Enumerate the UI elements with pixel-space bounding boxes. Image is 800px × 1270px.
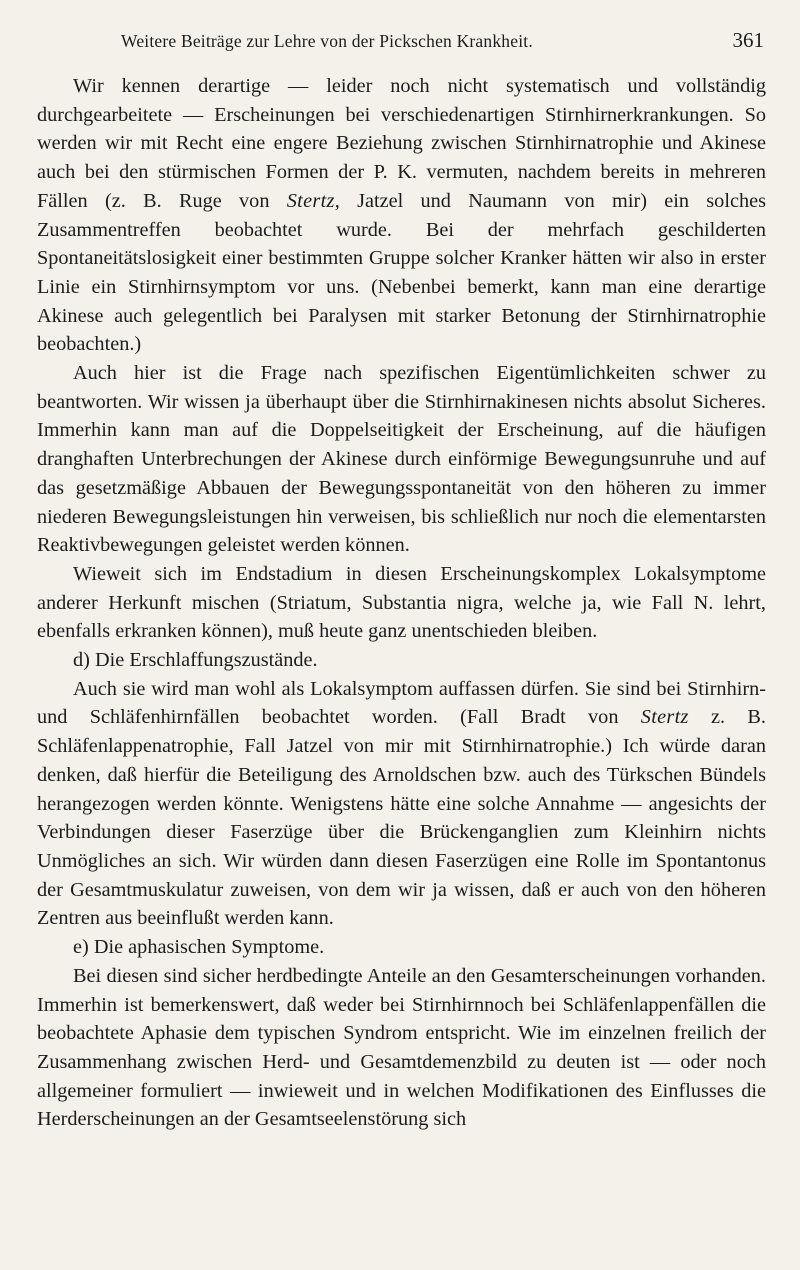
section-heading-d: d) Die Erschlaffungszustände. bbox=[73, 649, 318, 672]
paragraph-1-part-a: Wir kennen derartige — leider noch nicht systematisch und vollständig durchgearbeitete — Erscheinungen bei verschiedenartigen Stirnhirnerkrankungen. So werden wir mit Recht eine engere Beziehung zwischen Stirnhirnatrophie und Akinese auch bei den stürmischen Formen der P. K. vermuten, nachdem bereits in mehreren Fällen (z. B. Ruge von bbox=[37, 75, 766, 212]
running-title: Weitere Beiträge zur Lehre von der Pickschen Krankheit. bbox=[121, 31, 533, 51]
page-number: 361 bbox=[732, 28, 764, 52]
paragraph-1-part-c: , Jatzel und Naumann von mir) ein solches Zusammentreffen beobachtet wurde. Bei der mehrfach geschilderten Spontaneitätslosigkeit einer bestimmten Gruppe solcher Kranker hätten wir also in erster Linie ein Stirnhirnsymptom vor uns. (Nebenbei bemerkt, kann man eine derartige Akinese auch gelegentlich bei Paralysen mit starker Betonung der Stirnhirnatrophie beobachten.) bbox=[37, 189, 766, 356]
paragraph-5: Bei diesen sind sicher herdbedingte Anteile an den Gesamterscheinungen vorhanden. Immerhin ist bemerkenswert, daß weder bei Stirnhirnnoch bei Schläfenlappenfällen die beobachtete Aphasie dem typischen Syndrom entspricht. Wie im einzelnen freilich der Zusammenhang zwischen Herd- und Gesamtdemenzbild zu deuten ist — oder noch allgemeiner formuliert — inwieweit und in welchen Modifikationen des Einflusses die Herderscheinungen an der Gesamtseelenstörung sich bbox=[37, 964, 766, 1131]
author-name-italic: Stertz bbox=[640, 706, 689, 729]
running-head bbox=[37, 28, 766, 68]
paragraph-1 bbox=[37, 72, 766, 359]
author-name-italic: Stertz bbox=[286, 189, 335, 212]
paragraph-4-part-c: z. B. Schläfenlappenatrophie, Fall Jatzel von mir mit Stirnhirnatrophie.) Ich würde daran denken, daß hierfür die Beteiligung des Arnoldschen bzw. auch des Türkschen Bündels herangezogen werden könnte. Wenigstens hätte eine solche Annahme — angesichts der Verbindungen dieser Faserzüge über die Brückenganglien zum Kleinhirn nichts Unmögliches an sich. Wir würden dann diesen Faserzügen eine Rolle im Spontantonus der Gesamtmuskulatur zuweisen, von dem wir ja wissen, daß er auch von den höheren Zentren aus beeinflußt werden kann. bbox=[37, 706, 766, 930]
paragraph-3: Wieweit sich im Endstadium in diesen Erscheinungskomplex Lokalsymptome anderer Herkunft mischen (Striatum, Substantia nigra, welche ja, wie Fall N. lehrt, ebenfalls erkranken können), muß heute ganz unentschieden bleiben. bbox=[37, 562, 766, 643]
paragraph-2: Auch hier ist die Frage nach spezifischen Eigentümlichkeiten schwer zu beantworten. Wir wissen ja überhaupt über die Stirnhirnakinesen nichts absolut Sicheres. Immerhin kann man auf die Doppelseitigkeit der Erscheinung, auf die häufigen dranghaften Unterbrechungen der Akinese durch einförmige Bewegungsunruhe und auf das gesetzmäßige Abbauen der Bewegungsspontaneität von den höheren zu immer niederen Bewegungsleistungen hin verweisen, bis schließlich nur noch die elementarsten Reaktivbewegungen geleistet werden können. bbox=[37, 362, 766, 557]
section-heading-e: e) Die aphasischen Symptome. bbox=[73, 936, 325, 959]
paragraph-4 bbox=[37, 675, 766, 933]
body-text bbox=[37, 72, 766, 1134]
paragraph-4-part-a: Auch sie wird man wohl als Lokalsymptom auffassen dürfen. Sie sind bei Stirnhirn- und Schläfenhirnfällen beobachtet worden. (Fall Bradt von bbox=[37, 677, 766, 729]
